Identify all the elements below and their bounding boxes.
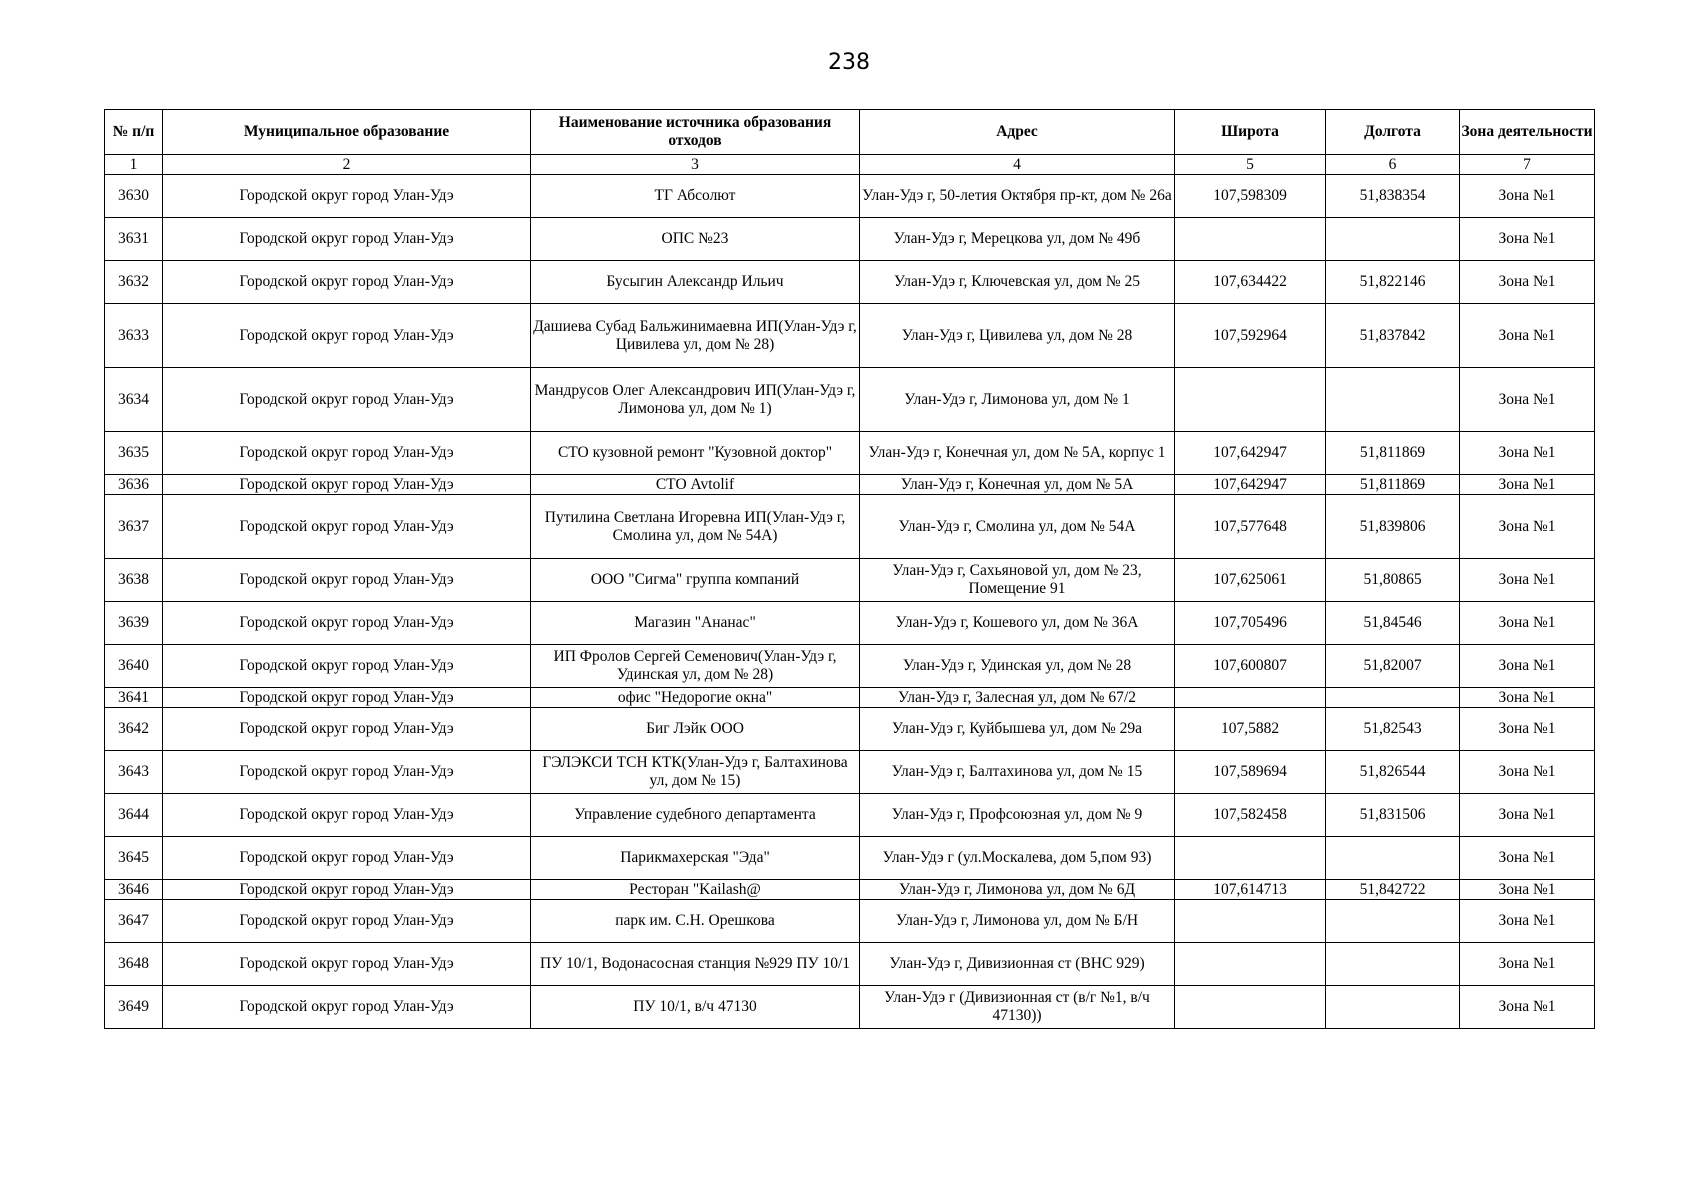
cell-longitude: 51,826544: [1326, 751, 1460, 794]
cell-address: Улан-Удэ г, Лимонова ул, дом № 1: [860, 368, 1175, 432]
cell-latitude: 107,634422: [1175, 261, 1326, 304]
table-row: [105, 495, 1595, 559]
cell-address: Улан-Удэ г, Конечная ул, дом № 5А, корпус 1: [860, 432, 1175, 475]
table-row: [105, 900, 1595, 943]
cell-municipality: Городской округ город Улан-Удэ: [163, 602, 531, 645]
cell-longitude: 51,838354: [1326, 175, 1460, 218]
cell-address: Улан-Удэ г, Смолина ул, дом № 54А: [860, 495, 1175, 559]
cell-index: 3630: [105, 175, 163, 218]
cell-address: Улан-Удэ г, Куйбышева ул, дом № 29а: [860, 708, 1175, 751]
cell-longitude: [1326, 900, 1460, 943]
cell-address: Улан-Удэ г, Профсоюзная ул, дом № 9: [860, 794, 1175, 837]
cell-longitude: [1326, 837, 1460, 880]
table-row: [105, 943, 1595, 986]
cell-address: Улан-Удэ г (Дивизионная ст (в/г №1, в/ч 47130)): [860, 986, 1175, 1029]
cell-latitude: [1175, 837, 1326, 880]
cell-index: 3639: [105, 602, 163, 645]
cell-zone: Зона №1: [1460, 559, 1595, 602]
table-row: [105, 602, 1595, 645]
cell-latitude: 107,582458: [1175, 794, 1326, 837]
cell-index: 3632: [105, 261, 163, 304]
cell-index: 3647: [105, 900, 163, 943]
cell-address: Улан-Удэ г, Залесная ул, дом № 67/2: [860, 688, 1175, 708]
cell-municipality: Городской округ город Улан-Удэ: [163, 794, 531, 837]
cell-zone: Зона №1: [1460, 475, 1595, 495]
cell-longitude: 51,80865: [1326, 559, 1460, 602]
cell-address: Улан-Удэ г, Удинская ул, дом № 28: [860, 645, 1175, 688]
cell-municipality: Городской округ город Улан-Удэ: [163, 837, 531, 880]
table-row: [105, 986, 1595, 1029]
cell-latitude: [1175, 900, 1326, 943]
table-row: [105, 475, 1595, 495]
cell-latitude: [1175, 688, 1326, 708]
cell-municipality: Городской округ город Улан-Удэ: [163, 304, 531, 368]
cell-address: Улан-Удэ г, Мерецкова ул, дом № 49б: [860, 218, 1175, 261]
cell-source-name: Парикмахерская "Эда": [531, 837, 860, 880]
cell-longitude: 51,811869: [1326, 432, 1460, 475]
page-number: 238: [828, 50, 870, 75]
cell-index: 3640: [105, 645, 163, 688]
cell-zone: Зона №1: [1460, 602, 1595, 645]
cell-index: 3644: [105, 794, 163, 837]
cell-source-name: ПУ 10/1, в/ч 47130: [531, 986, 860, 1029]
cell-index: 3635: [105, 432, 163, 475]
cell-municipality: Городской округ город Улан-Удэ: [163, 559, 531, 602]
table-row: [105, 837, 1595, 880]
table-row: [105, 432, 1595, 475]
cell-source-name: Бусыгин Александр Ильич: [531, 261, 860, 304]
cell-longitude: 51,839806: [1326, 495, 1460, 559]
cell-latitude: [1175, 368, 1326, 432]
cell-source-name: ОПС №23: [531, 218, 860, 261]
table-row: [105, 304, 1595, 368]
column-number: 6: [1326, 155, 1460, 175]
cell-municipality: Городской округ город Улан-Удэ: [163, 708, 531, 751]
header-row: [105, 110, 1595, 155]
column-number: 3: [531, 155, 860, 175]
header-index: № п/п: [105, 110, 163, 155]
cell-latitude: 107,577648: [1175, 495, 1326, 559]
cell-address: Улан-Удэ г, Лимонова ул, дом № Б/Н: [860, 900, 1175, 943]
cell-latitude: [1175, 986, 1326, 1029]
cell-zone: Зона №1: [1460, 986, 1595, 1029]
table-row: [105, 645, 1595, 688]
cell-municipality: Городской округ город Улан-Удэ: [163, 218, 531, 261]
header-municipality: Муниципальное образование: [163, 110, 531, 155]
cell-zone: Зона №1: [1460, 900, 1595, 943]
cell-zone: Зона №1: [1460, 708, 1595, 751]
cell-address: Улан-Удэ г, Лимонова ул, дом № 6Д: [860, 880, 1175, 900]
cell-address: Улан-Удэ г, Цивилева ул, дом № 28: [860, 304, 1175, 368]
cell-source-name: СТО Avtolif: [531, 475, 860, 495]
cell-zone: Зона №1: [1460, 495, 1595, 559]
cell-source-name: ИП Фролов Сергей Семенович(Улан-Удэ г, Удинская ул, дом № 28): [531, 645, 860, 688]
cell-index: 3638: [105, 559, 163, 602]
cell-latitude: 107,5882: [1175, 708, 1326, 751]
cell-source-name: Дашиева Субад Бальжинимаевна ИП(Улан-Удэ г, Цивилева ул, дом № 28): [531, 304, 860, 368]
cell-municipality: Городской округ город Улан-Удэ: [163, 943, 531, 986]
cell-latitude: 107,598309: [1175, 175, 1326, 218]
table-row: [105, 175, 1595, 218]
header-longitude: Долгота: [1326, 110, 1460, 155]
cell-index: 3637: [105, 495, 163, 559]
cell-source-name: ООО "Сигма" группа компаний: [531, 559, 860, 602]
cell-zone: Зона №1: [1460, 218, 1595, 261]
cell-municipality: Городской округ город Улан-Удэ: [163, 368, 531, 432]
table-row: [105, 559, 1595, 602]
cell-source-name: СТО кузовной ремонт "Кузовной доктор": [531, 432, 860, 475]
cell-source-name: парк им. С.Н. Орешкова: [531, 900, 860, 943]
column-number: 5: [1175, 155, 1326, 175]
cell-latitude: 107,705496: [1175, 602, 1326, 645]
cell-zone: Зона №1: [1460, 645, 1595, 688]
cell-index: 3634: [105, 368, 163, 432]
header-source-name: Наименование источника образования отходов: [531, 110, 860, 155]
table-row: [105, 794, 1595, 837]
cell-municipality: Городской округ город Улан-Удэ: [163, 751, 531, 794]
cell-zone: Зона №1: [1460, 175, 1595, 218]
cell-longitude: [1326, 986, 1460, 1029]
header-zone: Зона деятельности: [1460, 110, 1595, 155]
cell-latitude: 107,592964: [1175, 304, 1326, 368]
cell-index: 3646: [105, 880, 163, 900]
cell-municipality: Городской округ город Улан-Удэ: [163, 261, 531, 304]
cell-zone: Зона №1: [1460, 304, 1595, 368]
cell-latitude: [1175, 943, 1326, 986]
header-latitude: Широта: [1175, 110, 1326, 155]
cell-source-name: Биг Лэйк ООО: [531, 708, 860, 751]
cell-municipality: Городской округ город Улан-Удэ: [163, 432, 531, 475]
cell-source-name: Мандрусов Олег Александрович ИП(Улан-Удэ г, Лимонова ул, дом № 1): [531, 368, 860, 432]
cell-longitude: [1326, 943, 1460, 986]
cell-longitude: 51,842722: [1326, 880, 1460, 900]
cell-zone: Зона №1: [1460, 794, 1595, 837]
cell-latitude: 107,600807: [1175, 645, 1326, 688]
cell-longitude: [1326, 218, 1460, 261]
cell-source-name: Путилина Светлана Игоревна ИП(Улан-Удэ г, Смолина ул, дом № 54А): [531, 495, 860, 559]
table-row: [105, 688, 1595, 708]
cell-source-name: ГЭЛЭКСИ ТСН КТК(Улан-Удэ г, Балтахинова ул, дом № 15): [531, 751, 860, 794]
cell-longitude: 51,82543: [1326, 708, 1460, 751]
table-row: [105, 261, 1595, 304]
cell-latitude: 107,625061: [1175, 559, 1326, 602]
cell-longitude: [1326, 368, 1460, 432]
cell-municipality: Городской округ город Улан-Удэ: [163, 986, 531, 1029]
column-number: 1: [105, 155, 163, 175]
table-row: [105, 751, 1595, 794]
cell-source-name: Ресторан "Kailash@: [531, 880, 860, 900]
header-address: Адрес: [860, 110, 1175, 155]
table-row: [105, 218, 1595, 261]
cell-zone: Зона №1: [1460, 432, 1595, 475]
cell-latitude: 107,642947: [1175, 432, 1326, 475]
cell-longitude: 51,822146: [1326, 261, 1460, 304]
cell-zone: Зона №1: [1460, 688, 1595, 708]
cell-source-name: офис "Недорогие окна": [531, 688, 860, 708]
cell-longitude: 51,831506: [1326, 794, 1460, 837]
cell-latitude: 107,589694: [1175, 751, 1326, 794]
cell-municipality: Городской округ город Улан-Удэ: [163, 495, 531, 559]
column-number: 7: [1460, 155, 1595, 175]
table-row: [105, 368, 1595, 432]
cell-longitude: 51,82007: [1326, 645, 1460, 688]
cell-zone: Зона №1: [1460, 880, 1595, 900]
column-number: 2: [163, 155, 531, 175]
cell-index: 3648: [105, 943, 163, 986]
cell-source-name: ТГ Абсолют: [531, 175, 860, 218]
cell-address: Улан-Удэ г (ул.Москалева, дом 5,пом 93): [860, 837, 1175, 880]
cell-address: Улан-Удэ г, Сахьяновой ул, дом № 23, Помещение 91: [860, 559, 1175, 602]
cell-municipality: Городской округ город Улан-Удэ: [163, 880, 531, 900]
cell-address: Улан-Удэ г, Ключевская ул, дом № 25: [860, 261, 1175, 304]
cell-longitude: [1326, 688, 1460, 708]
cell-municipality: Городской округ город Улан-Удэ: [163, 175, 531, 218]
cell-longitude: 51,837842: [1326, 304, 1460, 368]
cell-index: 3633: [105, 304, 163, 368]
cell-latitude: 107,614713: [1175, 880, 1326, 900]
cell-index: 3642: [105, 708, 163, 751]
cell-latitude: 107,642947: [1175, 475, 1326, 495]
cell-municipality: Городской округ город Улан-Удэ: [163, 475, 531, 495]
cell-index: 3641: [105, 688, 163, 708]
cell-source-name: Управление судебного департамента: [531, 794, 860, 837]
cell-longitude: 51,811869: [1326, 475, 1460, 495]
table-row: [105, 708, 1595, 751]
cell-address: Улан-Удэ г, Балтахинова ул, дом № 15: [860, 751, 1175, 794]
cell-address: Улан-Удэ г, Конечная ул, дом № 5А: [860, 475, 1175, 495]
table-row: [105, 880, 1595, 900]
cell-index: 3636: [105, 475, 163, 495]
cell-index: 3649: [105, 986, 163, 1029]
column-number: 4: [860, 155, 1175, 175]
cell-zone: Зона №1: [1460, 943, 1595, 986]
cell-municipality: Городской округ город Улан-Удэ: [163, 900, 531, 943]
cell-address: Улан-Удэ г, Дивизионная ст (ВНС 929): [860, 943, 1175, 986]
cell-address: Улан-Удэ г, 50-летия Октября пр-кт, дом № 26а: [860, 175, 1175, 218]
cell-index: 3643: [105, 751, 163, 794]
cell-source-name: Магазин "Ананас": [531, 602, 860, 645]
cell-longitude: 51,84546: [1326, 602, 1460, 645]
column-number-row: [105, 155, 1595, 175]
cell-latitude: [1175, 218, 1326, 261]
cell-source-name: ПУ 10/1, Водонасосная станция №929 ПУ 10/1: [531, 943, 860, 986]
cell-index: 3645: [105, 837, 163, 880]
cell-zone: Зона №1: [1460, 368, 1595, 432]
cell-zone: Зона №1: [1460, 261, 1595, 304]
cell-municipality: Городской округ город Улан-Удэ: [163, 688, 531, 708]
waste-sources-table: [104, 109, 1595, 1029]
cell-zone: Зона №1: [1460, 837, 1595, 880]
cell-zone: Зона №1: [1460, 751, 1595, 794]
cell-index: 3631: [105, 218, 163, 261]
cell-address: Улан-Удэ г, Кошевого ул, дом № 36А: [860, 602, 1175, 645]
cell-municipality: Городской округ город Улан-Удэ: [163, 645, 531, 688]
